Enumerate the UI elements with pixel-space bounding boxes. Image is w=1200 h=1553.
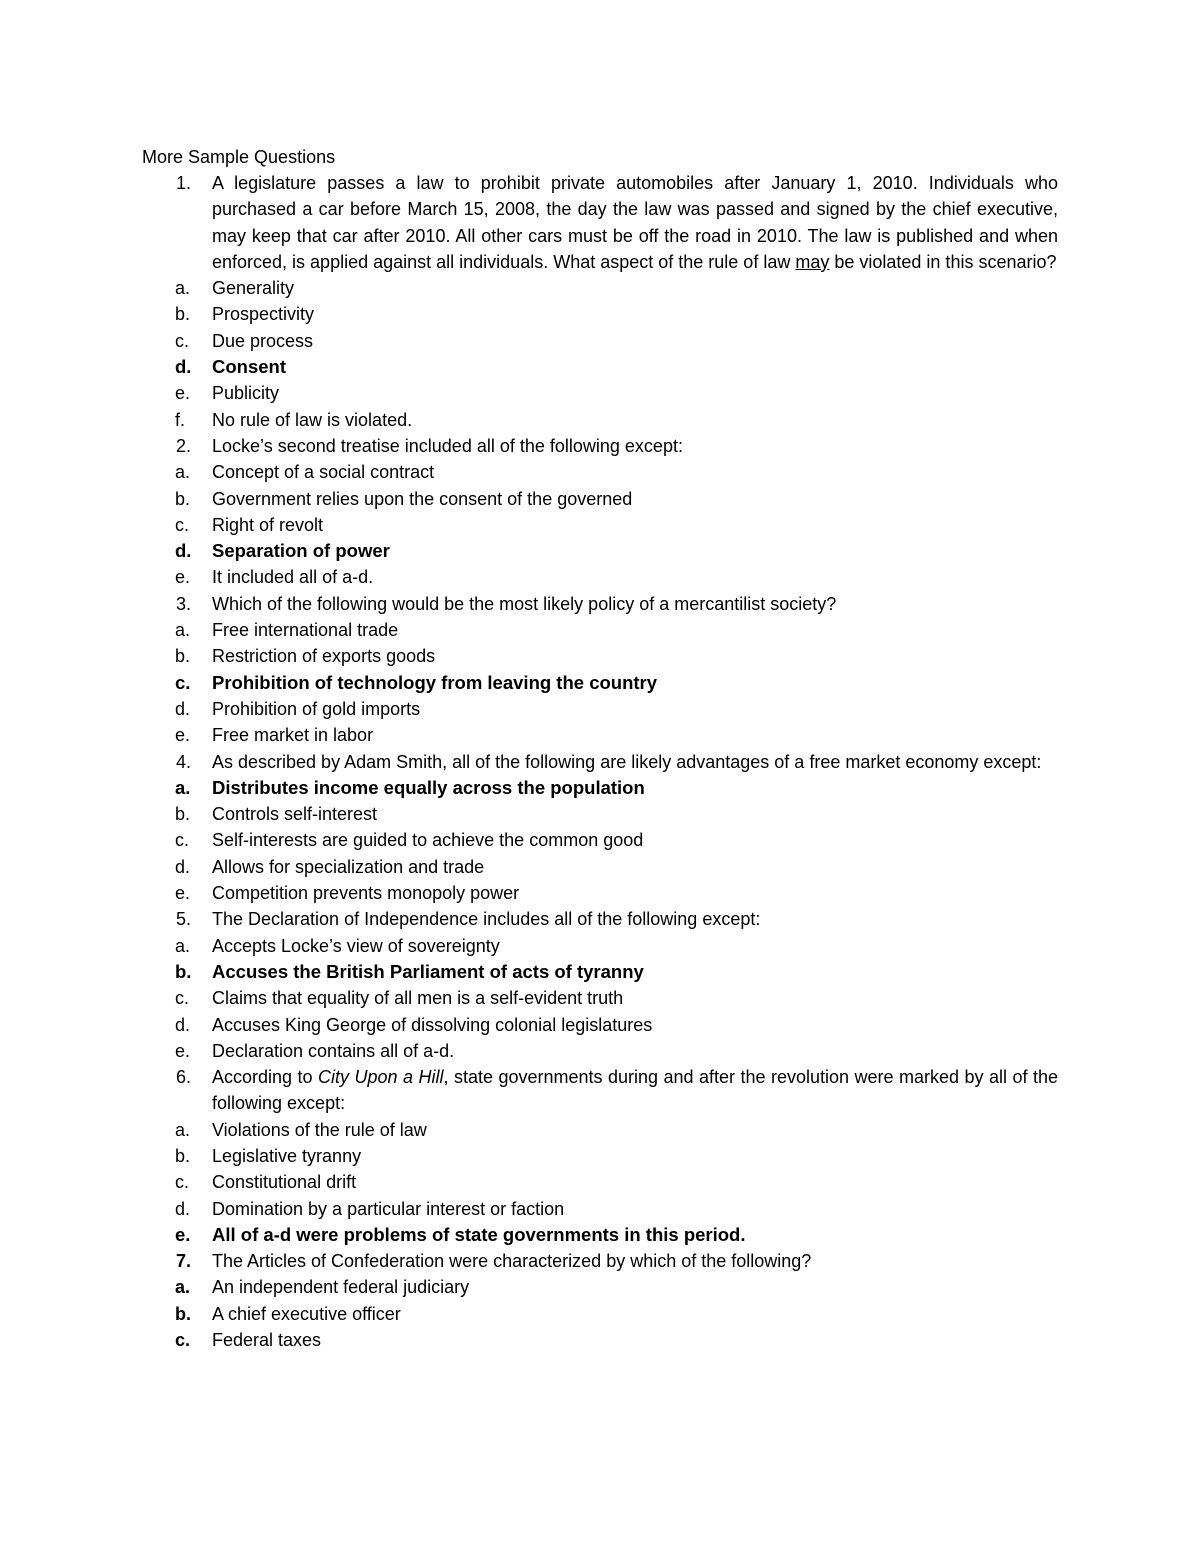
answer-option [142, 933, 1058, 959]
option-letter: e. [175, 725, 191, 746]
option-letter: c. [175, 330, 190, 351]
option-letter: e. [175, 1040, 191, 1061]
option-text: Publicity [212, 383, 280, 404]
answer-option-correct [142, 354, 1058, 380]
question-4 [142, 749, 1058, 775]
document-title: More Sample Questions [142, 147, 336, 167]
option-text: Accepts Locke’s view of sovereignty [212, 935, 500, 956]
option-letter: c. [175, 514, 190, 535]
option-letter: a. [175, 462, 191, 483]
option-letter: c. [175, 988, 190, 1009]
question-6 [142, 1064, 1058, 1117]
option-text: Allows for specialization and trade [212, 856, 485, 877]
option-letter: b. [175, 1303, 191, 1324]
option-text: Separation of power [212, 540, 390, 562]
question-number: 5. [176, 909, 192, 930]
answer-option [142, 854, 1058, 880]
answer-option [142, 564, 1058, 590]
option-letter: b. [175, 960, 192, 982]
answer-option [142, 1274, 1058, 1300]
option-letter: e. [175, 567, 191, 588]
underlined-word: may [795, 251, 830, 272]
answer-option-correct [142, 1222, 1058, 1248]
answer-option-correct [142, 775, 1058, 801]
option-letter: d. [175, 698, 191, 719]
question-7 [142, 1248, 1058, 1274]
option-text: Constitutional drift [212, 1172, 357, 1193]
answer-option-correct [142, 959, 1058, 985]
question-text-part: According to [212, 1067, 319, 1088]
answer-option [142, 1301, 1058, 1327]
option-text: Claims that equality of all men is a self-evident truth [212, 988, 624, 1009]
option-text: Free international trade [212, 620, 399, 641]
answer-option [142, 301, 1058, 327]
answer-option [142, 827, 1058, 853]
option-letter: a. [175, 935, 191, 956]
answer-option [142, 1117, 1058, 1143]
question-number: 6. [176, 1067, 192, 1088]
answer-option [142, 617, 1058, 643]
answer-option [142, 696, 1058, 722]
question-number: 4. [176, 751, 192, 772]
option-letter: c. [175, 830, 190, 851]
option-letter: e. [175, 1223, 191, 1245]
question-text-part: be violated in this scenario? [829, 251, 1057, 272]
option-letter: a. [175, 278, 191, 299]
question-number: 3. [176, 593, 192, 614]
option-letter: e. [175, 883, 191, 904]
option-letter: f. [175, 409, 186, 430]
question-2 [142, 433, 1058, 459]
option-letter: a. [175, 1119, 191, 1140]
option-text: Free market in labor [212, 725, 374, 746]
option-text: Domination by a particular interest or faction [212, 1198, 565, 1219]
question-text [212, 170, 1058, 275]
option-letter: d. [175, 540, 192, 562]
answer-option [142, 880, 1058, 906]
question-text: Locke’s second treatise included all of the following except: [212, 435, 683, 456]
option-text: Declaration contains all of a-d. [212, 1040, 455, 1061]
question-text: The Declaration of Independence includes all of the following except: [212, 909, 761, 930]
option-letter: d. [175, 356, 192, 378]
option-text: Legislative tyranny [212, 1145, 362, 1166]
answer-option [142, 486, 1058, 512]
answer-option-correct [142, 538, 1058, 564]
option-text: Prospectivity [212, 304, 315, 325]
option-letter: d. [175, 1198, 191, 1219]
option-text: Distributes income equally across the population [212, 776, 645, 798]
option-letter: a. [175, 776, 191, 798]
answer-option [142, 380, 1058, 406]
option-letter: a. [175, 1277, 191, 1298]
option-text: Right of revolt [212, 514, 324, 535]
option-text: Self-interests are guided to achieve the common good [212, 830, 644, 851]
option-text: Competition prevents monopoly power [212, 883, 520, 904]
option-text: A chief executive officer [212, 1303, 401, 1324]
option-text: Violations of the rule of law [212, 1119, 427, 1140]
question-text-part: , state governments during and after the revolution were marked by all of the following except: [212, 1067, 1058, 1114]
answer-option [142, 1169, 1058, 1195]
option-letter: d. [175, 1014, 191, 1035]
answer-option [142, 512, 1058, 538]
answer-option [142, 801, 1058, 827]
question-number: 7. [176, 1251, 192, 1272]
option-text: Generality [212, 278, 295, 299]
option-text: Accuses King George of dissolving colonial legislatures [212, 1014, 653, 1035]
option-letter: b. [175, 1145, 191, 1166]
book-title: City Upon a Hill [318, 1067, 444, 1088]
option-letter: b. [175, 488, 191, 509]
question-number: 2. [176, 435, 192, 456]
option-text: Prohibition of technology from leaving the country [212, 671, 658, 693]
option-letter: e. [175, 383, 191, 404]
option-text: All of a-d were problems of state governments in this period. [212, 1223, 746, 1245]
question-1 [142, 170, 1058, 275]
answer-option [142, 722, 1058, 748]
option-text: Consent [212, 356, 286, 378]
option-letter: a. [175, 620, 191, 641]
answer-option [142, 1038, 1058, 1064]
option-letter: d. [175, 856, 191, 877]
option-text: Due process [212, 330, 314, 351]
answer-option [142, 1143, 1058, 1169]
question-list [142, 170, 1058, 1353]
option-letter: c. [175, 671, 191, 693]
question-5 [142, 906, 1058, 932]
question-text: The Articles of Confederation were characterized by which of the following? [212, 1251, 812, 1272]
option-text: An independent federal judiciary [212, 1277, 470, 1298]
option-text: No rule of law is violated. [212, 409, 413, 430]
option-text: Controls self-interest [212, 804, 378, 825]
answer-option [142, 643, 1058, 669]
option-text: Accuses the British Parliament of acts of tyranny [212, 960, 644, 982]
question-text: Which of the following would be the most likely policy of a mercantilist society? [212, 593, 837, 614]
answer-option [142, 985, 1058, 1011]
option-text: Government relies upon the consent of the governed [212, 488, 633, 509]
option-text: Concept of a social contract [212, 462, 435, 483]
option-letter: b. [175, 646, 191, 667]
option-letter: b. [175, 804, 191, 825]
question-number: 1. [176, 173, 192, 193]
option-letter: c. [175, 1172, 190, 1193]
option-letter: c. [175, 1330, 191, 1351]
question-text [212, 1064, 1058, 1117]
option-text: It included all of a-d. [212, 567, 374, 588]
answer-option [142, 1012, 1058, 1038]
answer-option-correct [142, 670, 1058, 696]
answer-option [142, 328, 1058, 354]
answer-option [142, 407, 1058, 433]
question-text: As described by Adam Smith, all of the following are likely advantages of a free market economy except: [212, 751, 1042, 772]
answer-option [142, 459, 1058, 485]
option-text: Federal taxes [212, 1330, 322, 1351]
question-text-part: A legislature passes a law to prohibit private automobiles after January 1, 2010. Individuals who purchased a car before March 15, 2008, the day the law was passed and signed by the chief executive, may keep that car after 2010. All other cars must be off the road in 2010. The law is published and when enforced, is applied against all individuals. What aspect of the rule of law [212, 173, 1058, 272]
answer-option [142, 275, 1058, 301]
answer-option [142, 1196, 1058, 1222]
option-text: Restriction of exports goods [212, 646, 436, 667]
option-letter: b. [175, 304, 191, 325]
option-text: Prohibition of gold imports [212, 698, 421, 719]
question-3 [142, 591, 1058, 617]
answer-option [142, 1327, 1058, 1353]
